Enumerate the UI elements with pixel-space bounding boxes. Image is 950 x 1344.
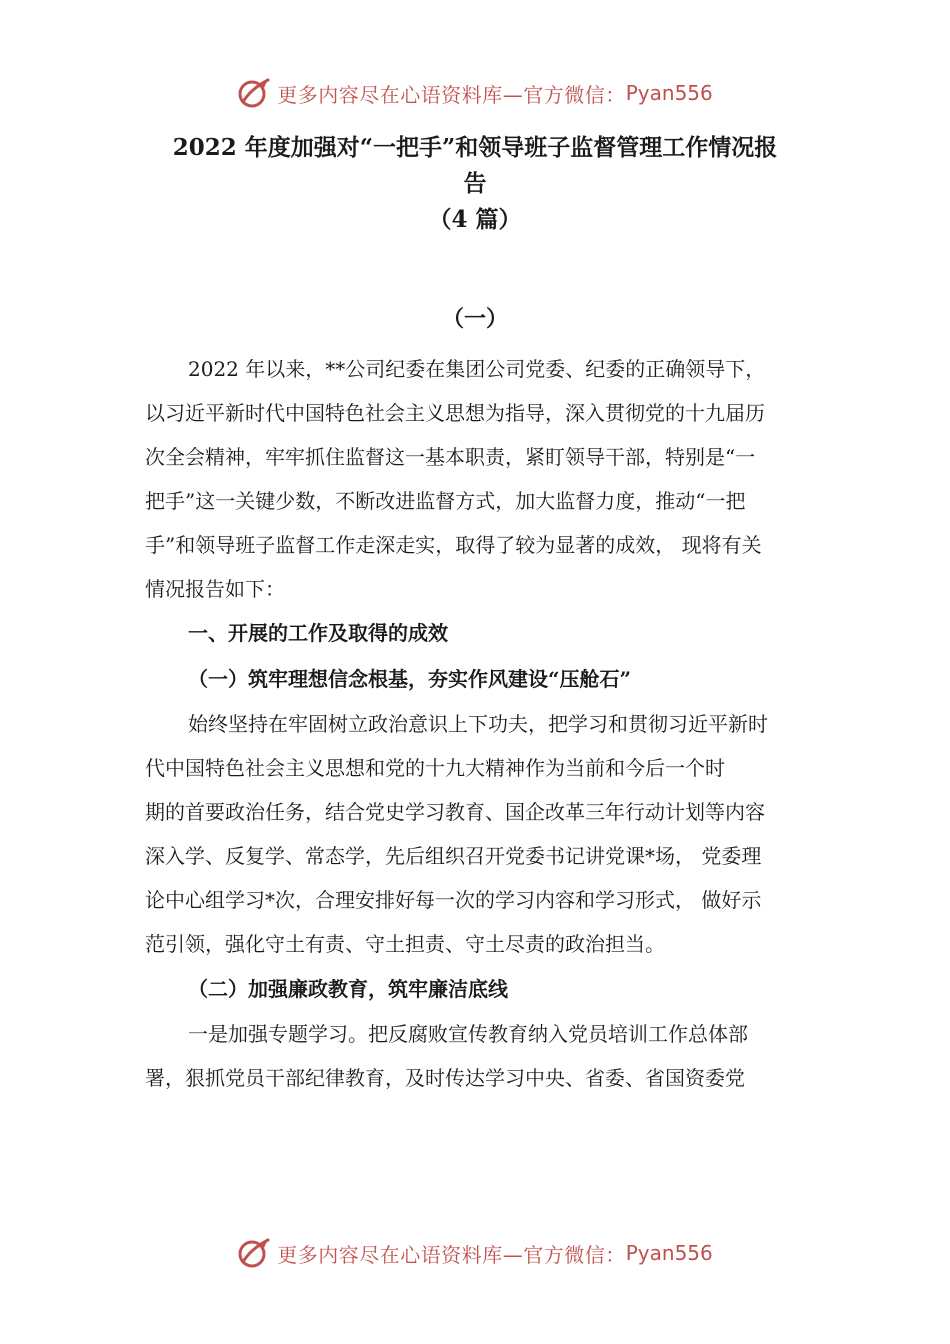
para1-line-3: 次全会精神，牢牢抓住监督这一基本职责，紧盯领导干部，特别是“一 bbox=[145, 445, 756, 469]
watermark-wechat-id: Pyan556 bbox=[625, 81, 713, 105]
watermark-banner-top bbox=[0, 73, 950, 113]
watermark-banner-bottom bbox=[0, 1233, 950, 1273]
para1-line-5: 手”和领导班子监督工作走深走实，取得了较为显著的成效， 现将有关 bbox=[145, 533, 762, 557]
brush-logo-icon bbox=[237, 1236, 271, 1270]
heading-1: 一、开展的工作及取得的成效 bbox=[188, 621, 448, 645]
para2-line-2: 代中国特色社会主义思想和党的十九大精神作为当前和今后一个时 bbox=[145, 756, 725, 780]
subheading-1: （一）筑牢理想信念根基，夯实作风建设“压舱石” bbox=[188, 667, 632, 691]
para2-line-5: 论中心组学习*次，合理安排好每一次的学习内容和学习形式， 做好示 bbox=[145, 888, 762, 912]
subheading-2: （二）加强廉政教育，筑牢廉洁底线 bbox=[188, 977, 508, 1001]
para3-line-1: 一是加强专题学习。把反腐败宣传教育纳入党员培训工作总体部 bbox=[188, 1022, 748, 1046]
watermark-text: 更多内容尽在心语资料库—官方微信： bbox=[277, 1242, 626, 1267]
brush-logo-icon bbox=[237, 76, 271, 110]
para2-line-3: 期的首要政治任务，结合党史学习教育、国企改革三年行动计划等内容 bbox=[145, 800, 765, 824]
section-label: （一） bbox=[441, 306, 508, 332]
document-title bbox=[130, 130, 820, 238]
title-line-2: 告 bbox=[463, 170, 487, 197]
watermark-text: 更多内容尽在心语资料库—官方微信： bbox=[277, 82, 626, 107]
title-line-3: （4 篇） bbox=[428, 206, 522, 233]
title-line-1: 2022 年度加强对“一把手”和领导班子监督管理工作情况报 bbox=[172, 134, 778, 161]
para3-line-2: 署，狠抓党员干部纪律教育，及时传达学习中央、省委、省国资委党 bbox=[145, 1066, 745, 1090]
para2-line-1: 始终坚持在牢固树立政治意识上下功夫，把学习和贯彻习近平新时 bbox=[188, 712, 768, 736]
watermark-wechat-id: Pyan556 bbox=[625, 1241, 713, 1265]
para2-line-4: 深入学、反复学、常态学，先后组织召开党委书记讲党课*场， 党委理 bbox=[145, 844, 762, 868]
para1-line-1: 2022 年以来，**公司纪委在集团公司党委、纪委的正确领导下， bbox=[188, 357, 766, 381]
para1-line-2: 以习近平新时代中国特色社会主义思想为指导，深入贯彻党的十九届历 bbox=[145, 401, 765, 425]
para1-line-4: 把手”这一关键少数，不断改进监督方式，加大监督力度，推动“一把 bbox=[145, 489, 746, 513]
para1-line-6: 情况报告如下： bbox=[145, 577, 285, 601]
para2-line-6: 范引领，强化守土有责、守土担责、守土尽责的政治担当。 bbox=[145, 932, 665, 956]
